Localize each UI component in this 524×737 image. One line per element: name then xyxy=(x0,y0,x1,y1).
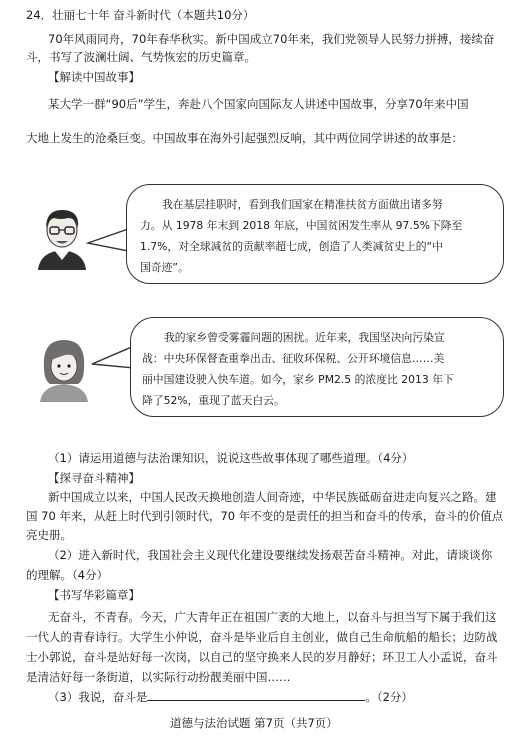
intro-line-2: 斗，书写了波澜壮阔、气势恢宏的历史篇章。 xyxy=(26,50,256,64)
section-title-story: 【解读中国故事】 xyxy=(48,70,140,84)
section2-para-line-1: 新中国成立以来，中国人民改天换地创造人间奇迹，中华民族砥砺奋进走向复兴之路。建 xyxy=(48,490,497,504)
bubble-2-line-1: 我的家乡曾受雾霾问题的困扰。近年来，我国坚决向污染宣 xyxy=(164,331,445,344)
section1-para-line-2: 大地上发生的沧桑巨变。中国故事在海外引起强烈反响，其中两位同学讲述的故事是： xyxy=(26,131,463,145)
question-1: （1）请运用道德与法治课知识，说说这些故事体现了哪些道理。（4分） xyxy=(48,451,414,465)
section3-para-line-1: 无奋斗，不青春。今天，广大青年正在祖国广袤的大地上，以奋斗与担当写下属于我们这 xyxy=(48,610,497,624)
male-student-avatar-icon xyxy=(34,202,90,270)
question-3-prefix: （3）我说，奋斗是 xyxy=(48,690,148,704)
intro-line-1: 70年风雨同舟，70年春华秋实。新中国成立70年来，我们党领导人民努力拼搏，接续奋 xyxy=(48,32,495,46)
question-header: 24．壮丽七十年 奋斗新时代（本题共10分） xyxy=(26,8,255,22)
bubble-1-line-2: 力。从 1978 年末到 2018 年底，中国贫困发生率从 97.5%下降至 xyxy=(140,219,463,232)
question-2-line-1: （2）进入新时代，我国社会主义现代化建设要继续发扬艰苦奋斗精神。对此，请谈谈你 xyxy=(48,548,493,562)
question-3 xyxy=(48,690,413,704)
section1-para-line-1: 某大学一群“90后”学生，奔赴八个国家向国际友人讲述中国故事，分享70年来中国 xyxy=(48,97,469,111)
section2-para-line-2: 国 70 年来，从赶上时代到引领时代，70 年不变的是责任的担当和奋斗的传承，奋斗的价值点 xyxy=(26,509,504,523)
answer-blank[interactable] xyxy=(147,690,365,701)
bubble-1-line-3: 1.7%，对全球减贫的贡献率超七成，创造了人类减贫史上的“中 xyxy=(140,240,443,253)
question-3-suffix: 。（2分） xyxy=(365,690,413,704)
bubble-2-line-4: 降了52%，重现了蓝天白云。 xyxy=(142,394,285,407)
question-2-line-2: 的理解。（4分） xyxy=(26,568,109,582)
section-title-chapter: 【书写华彩篇章】 xyxy=(48,588,140,602)
section-title-spirit: 【探寻奋斗精神】 xyxy=(48,471,140,485)
page-footer: 道德与法治试题 第7页（共7页） xyxy=(170,716,338,730)
section3-para-line-3: 士小郭说，奋斗是站好每一次岗，以自己的坚守换来人民的岁月静好；环卫工人小孟说，奋斗 xyxy=(26,650,498,664)
bubble-2-line-2: 战：中央环保督查重拳出击、征收环保税、公开环境信息……美 xyxy=(142,352,445,365)
bubble-1-tail xyxy=(86,225,130,259)
bubble-1-line-1: 我在基层挂职时，看到我们国家在精准扶贫方面做出诸多努 xyxy=(162,198,443,211)
female-student-avatar-icon xyxy=(36,334,92,402)
section3-para-line-2: 一代人的青春诗行。大学生小仲说，奋斗是毕业后自主创业，做自己生命航船的船长；边防战 xyxy=(26,630,498,644)
section2-para-line-3: 亮史册。 xyxy=(26,528,72,542)
bubble-1-line-4: 国奇迹”。 xyxy=(140,261,189,274)
bubble-2-line-3: 丽中国建设驶入快车道。如今，家乡 PM2.5 的浓度比 2013 年下 xyxy=(142,373,454,386)
section3-para-line-4: 是清洁好每一条街道，以实际行动扮靓美丽中国…… xyxy=(26,670,291,684)
